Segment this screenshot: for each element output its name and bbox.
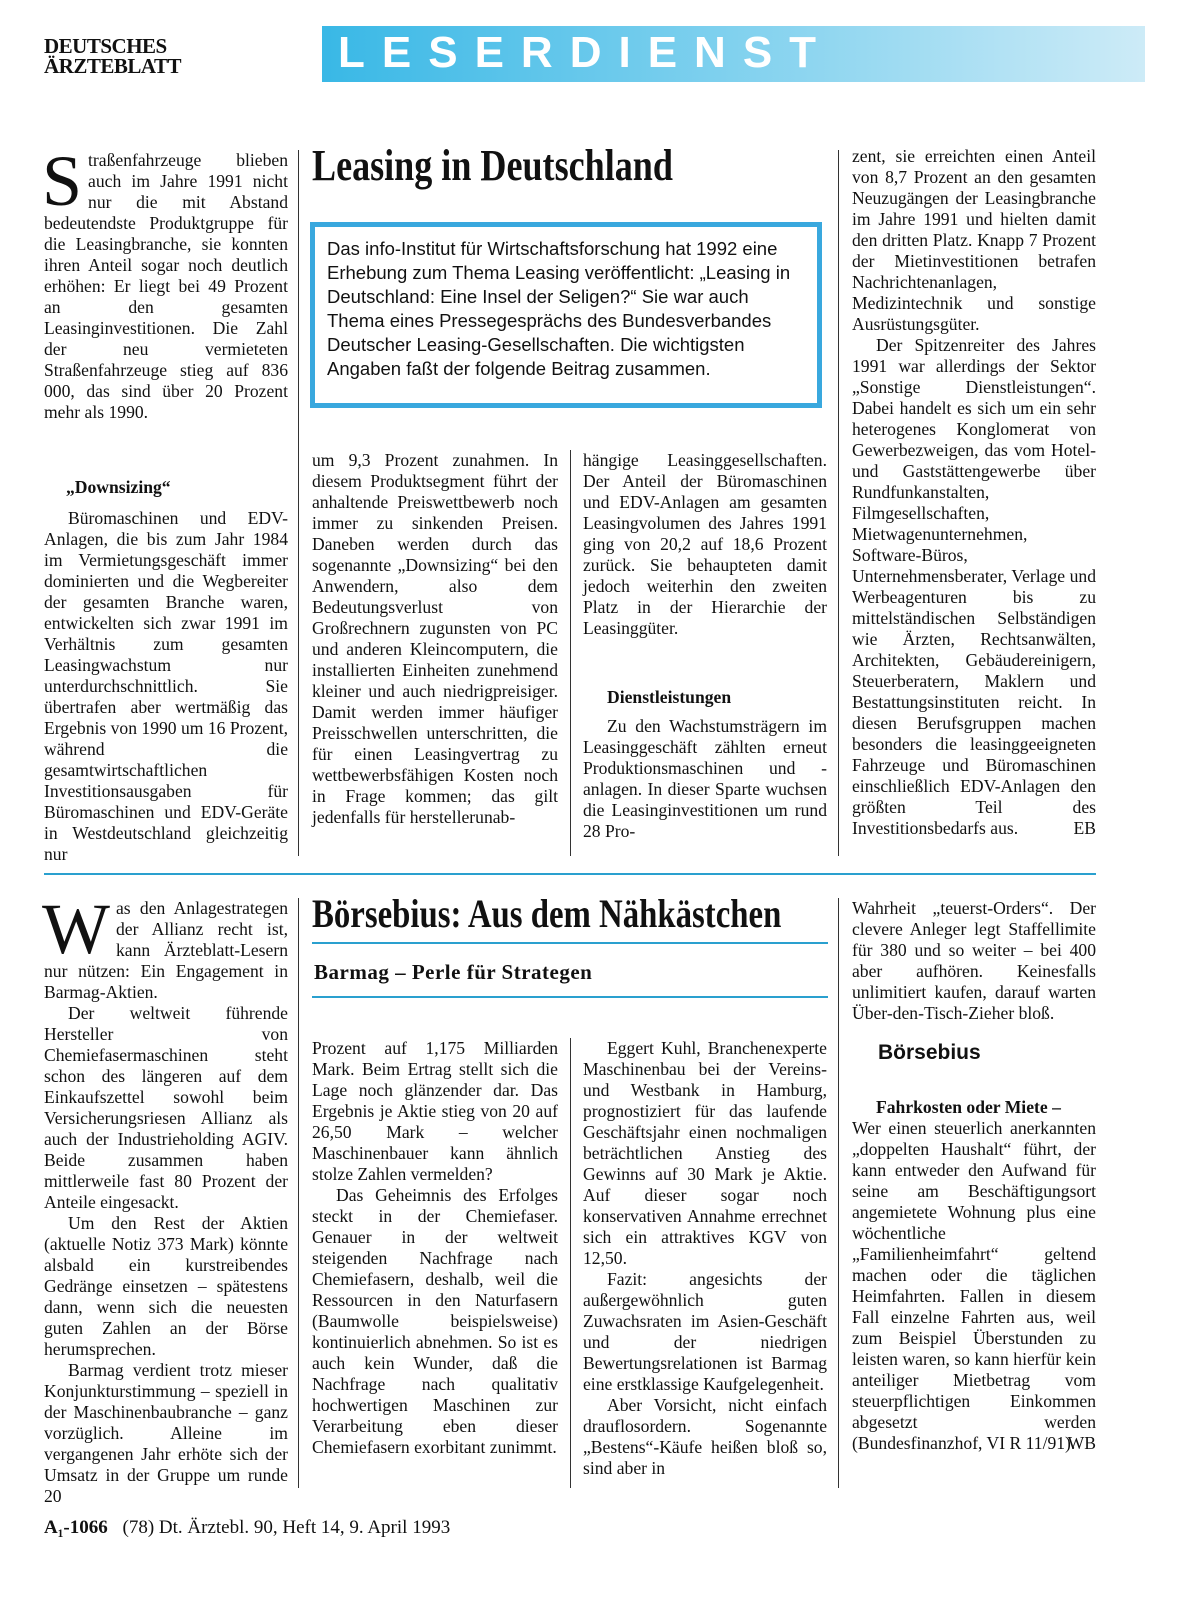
paragraph: Büromaschinen und EDV-Anlagen, die bis zum Jahr 1984 im Vermietungsgeschäft immer dominierten und die Wegbereiter der gesamten Branche waren, entwickelten sich zwar 1991 im Verhältnis zum gesamten Leasingwachstum nur unterdurchschnittlich. Sie übertrafen aber wertmäßig das Ergebnis von 1990 um 16 Prozent, während die gesamtwirtschaftlichen Investitionsausgaben für Büromaschinen und EDV-Geräte in Westdeutschland gleichzeitig nur: [44, 508, 289, 864]
dropcap: W: [42, 889, 110, 969]
paragraph: zent, sie erreichten einen Anteil von 8,7 Prozent an den gesamten Neuzugängen der Leasingbranche im Jahre 1991 und hielten damit den dritten Platz. Knapp 7 Prozent der Mietinvestitionen betrafen Nachrichtenanlagen, Medizintechnik und sonstige Ausrüstungsgüter.: [852, 146, 1096, 334]
paragraph: traßenfahrzeuge blieben auch im Jahre 1991 nicht nur die mit Abstand bedeutendste Produktgruppe für die Leasingbranche, sie konnten ihren Anteil sogar noch deutlich erhöhen: Er liegt bei 49 Prozent an den gesamten Leasinginvestitionen. Die Zahl der neu vermieteten Straßenfahrzeuge stieg auf 836 000, das sind über 20 Prozent mehr als 1990.: [44, 150, 288, 422]
section-heading: Börsebius: [878, 1041, 981, 1064]
section-banner: [322, 26, 1145, 82]
paragraph: Aber Vorsicht, nicht einfach drauflosordern. Sogenannte „Bestens“-Käufe heißen bloß so, sind aber in: [583, 1395, 827, 1478]
masthead-line2: ÄRZTEBLATT: [44, 54, 181, 78]
author-initials: WB: [1067, 1433, 1096, 1453]
subheading: Dienstleistungen: [607, 687, 732, 707]
author-initials: EB: [1073, 818, 1096, 838]
dropcap: S: [42, 141, 83, 221]
paragraph: um 9,3 Prozent zunahmen. In diesem Produktsegment führt der anhaltende Preiswettbewerb noch immer zu sinkenden Preisen. Daneben werden durch das sogenannte „Downsizing“ bei den Anwendern, also dem Bedeutungsverlust von Großrechnern zugunsten von PC und anderen Kleincomputern, die installierten Einheiten zunehmend kleiner und auch niedrigpreisiger. Damit werden immer häufiger Preisschwellen unterschritten, die für einen Leasingvertrag zu wettbewerbsfähigen Kosten noch in Frage kommen; das gilt jedenfalls für herstellerunab-: [312, 450, 558, 827]
subheading: Fahrkosten oder Miete –: [876, 1097, 1061, 1117]
paragraph: Wer einen steuerlich anerkannten „doppelten Haushalt“ führt, der kann entweder den Aufwand für seine am Beschäftigungsort angemietete Wohnung plus eine wöchentliche „Familienheimfahrt“ geltend machen oder die täglichen Heimfahrten. Fallen in diesem Fall einzelne Fahrten aus, weil zum Beispiel Überstunden zu leisten waren, so kann hierfür kein anteiliger Mietbetrag vom steuerpflichtigen Einkommen abgesetzt werden (Bundesfinanzhof, VI R 11/91).: [852, 1118, 1096, 1453]
article1-infobox: Das info-Institut für Wirtschaftsforschung hat 1992 eine Erhebung zum Thema Leasing veröffentlicht: „Leasing in Deutschland: Eine Insel der Seligen?“ Sie war auch Thema eines Pressegesprächs des Bundesverbandes Deutscher Leasing-Gesellschaften. Die wichtigsten Angaben faßt der folgende Beitrag zusammen.: [310, 222, 822, 408]
paragraph: Eggert Kuhl, Branchenexperte Maschinenbau bei der Vereins- und Westbank in Hamburg, prognostiziert für das laufende Geschäftsjahr einen nochmaligen beträchtlichen Anstieg des Gewinns auf 30 Mark je Aktie. Auf dieser sogar noch konservativen Annahme errechnet sich ein attraktives KGV von 12,50.: [583, 1038, 827, 1268]
paragraph: Fazit: angesichts der außergewöhnlich guten Zuwachsraten im Asien-Geschäft und der niedrigen Bewertungsrelationen ist Barmag eine erstklassige Kaufgelegenheit.: [583, 1269, 827, 1394]
column-divider: [298, 150, 299, 856]
column-divider: [298, 898, 299, 1488]
paragraph: Der weltweit führende Hersteller von Chemiefasermaschinen steht schon des längeren auf dem Einkaufszettel sowohl beim Versicherungsriesen Allianz als auch der Industrieholding AGIV. Beide zusammen haben mittlerweile fast 80 Prozent der Anteile eingesackt.: [44, 1003, 288, 1212]
article1-column-2: [312, 450, 558, 828]
column-divider: [570, 450, 571, 856]
subheading: „Downsizing“: [66, 477, 171, 497]
masthead-line1: DEUTSCHES: [44, 34, 167, 58]
article1-column-1: [42, 141, 289, 865]
column-divider: [838, 150, 839, 856]
headline-rule: [312, 942, 828, 944]
article2-subhead: Barmag – Perle für Strategen: [314, 960, 593, 984]
paragraph: Prozent auf 1,175 Milliarden Mark. Beim Ertrag stellt sich die Lage noch glänzender dar. Das Ergebnis je Aktie stieg von 20 auf 26,50 Mark – welcher Maschinenbauer kann ähnlich stolze Zahlen vermelden?: [312, 1038, 558, 1184]
page-number: A₁-1066: [44, 1517, 108, 1538]
masthead: [44, 36, 224, 76]
paragraph: as den Anlagestrategen der Allianz recht ist, kann Ärzteblatt-Lesern nur nützen: Ein Engagement in Barmag-Aktien.: [44, 898, 288, 1002]
page-footer: [44, 1517, 450, 1539]
article2-headline: Börsebius: Aus dem Nähkästchen: [312, 891, 782, 936]
subhead-rule: [312, 996, 828, 998]
article1-headline: Leasing in Deutschland: [312, 141, 673, 190]
article2-column-4: [852, 898, 1096, 1454]
paragraph: Um den Rest der Aktien (aktuelle Notiz 373 Mark) könnte alsbald ein kurstreibendes Gedränge einsetzen – spätestens dann, wenn sich die neuesten guten Zahlen an der Börse herumsprechen.: [44, 1213, 288, 1359]
column-divider: [838, 898, 839, 1488]
footer-citation: (78) Dt. Ärztebl. 90, Heft 14, 9. April 1993: [122, 1517, 451, 1538]
article1-column-4: [852, 146, 1096, 839]
column-divider: [570, 1038, 571, 1488]
paragraph: Das Geheimnis des Erfolges steckt in der Chemiefaser. Genauer in der weltweit steigenden Nachfrage nach Chemiefasern, deshalb, weil die Ressourcen in den Naturfasern (Baumwolle beispielsweise) kontinuierlich abnehmen. So ist es auch kein Wunder, daß die Nachfrage nach qualitativ hochwertigen Maschinen zur Verarbeitung eben dieser Chemiefasern exorbitant zunimmt.: [312, 1185, 558, 1457]
article1-column-3: [583, 450, 827, 842]
paragraph: Wahrheit „teuerst-Orders“. Der clevere Anleger legt Staffellimite für 380 und so weiter – bei 400 aber aufhören. Keinesfalls unlimitiert kaufen, darauf warten Über-den-Tisch-Zieher bloß.: [852, 898, 1096, 1023]
article2-column-3: [583, 1038, 827, 1479]
article2-column-1: [42, 889, 288, 1507]
paragraph: hängige Leasinggesellschaften. Der Anteil der Büromaschinen und EDV-Anlagen am gesamten Leasingvolumen des Jahres 1991 ging von 20,2 auf 18,6 Prozent zurück. Sie behaupteten damit jedoch weiterhin den zweiten Platz in der Hierarchie der Leasinggüter.: [583, 450, 827, 638]
banner-label: LESERDIENST: [338, 28, 834, 77]
section-separator: [44, 873, 1096, 875]
paragraph: Der Spitzenreiter des Jahres 1991 war allerdings der Sektor „Sonstige Dienstleistungen“. Dabei handelt es sich um ein sehr heterogenes Konglomerat von Gewerbezweigen, das vom Hotel- und Gaststättengewerbe über Rundfunkanstalten, Filmgesellschaften, Mietwagenunternehmen, Software-Büros, Unternehmensberater, Verlage und Werbeagenturen bis zu mittelständischen Selbständigen wie Ärzten, Rechtsanwälten, Architekten, Gebäudereinigern, Steuerberatern, Maklern und Bestattungsinstituten reicht. In diesen Berufsgruppen machen besonders die leasinggeeigneten Fahrzeuge und Büromaschinen einschließlich EDV-Anlagen den größten Teil des Investitionsbedarfs aus.: [852, 335, 1096, 838]
paragraph: Barmag verdient trotz mieser Konjunkturstimmung – speziell in der Maschinenbaubranche – ganz vorzüglich. Alleine im vergangenen Jahr erhöte sich der Umsatz in der Gruppe um runde 20: [44, 1360, 288, 1506]
paragraph: Zu den Wachstumsträgern im Leasinggeschäft zählten erneut Produktionsmaschinen und -anlagen. In dieser Sparte wuchsen die Leasinginvestitionen um rund 28 Pro-: [583, 716, 827, 841]
article2-column-2: [312, 1038, 558, 1458]
